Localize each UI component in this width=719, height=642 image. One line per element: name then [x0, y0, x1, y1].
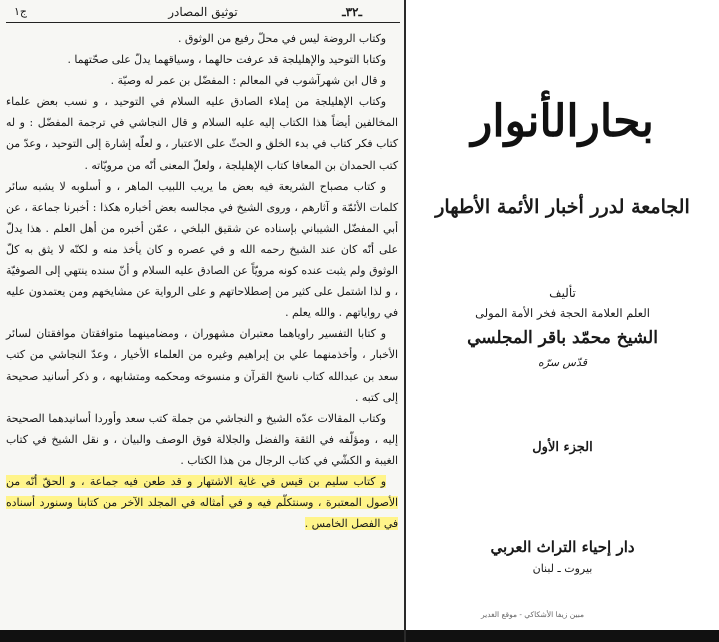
title-page — [406, 0, 719, 642]
paragraph: وكتاب الروضة ليس في محلّ رفيع من الوثوق . — [178, 32, 386, 45]
publisher-city: بيروت ـ لبنان — [532, 562, 593, 575]
paragraph: و قال ابن شهرآشوب في المعالم : المفضّل بن عمر له وصيّة . — [110, 74, 386, 88]
highlight-mark: و كتاب سليم بن قيس في غاية الاشتهار و قد طعن فيه جماعة ، و الحقّ أنّه من الأصول المعتبرة ، وسنتكلّم فيه و في أمثاله في المجلد الآخر من كتابنا وسنورد أسناده في الفصل الخامس . — [6, 474, 398, 531]
page-header — [6, 4, 400, 23]
paragraph: وكتاب المقالات عدّه الشيخ و النجاشي من جملة كتب سعد وأوردا أسانيدهما الصحيحة إليه ، ومؤلّفه في الثقة والفضل والجلالة فوق الوصف والبيان ، و نقل الشيخ في كتاب الغيبة و الكشّي في كتاب الرجال من هذا الكتاب . — [6, 411, 398, 467]
text-body — [6, 28, 398, 534]
highlighted-paragraph — [6, 471, 398, 534]
paragraph: و كتاب مصباح الشريعة فيه بعض ما يريب اللبيب الماهر ، و أسلوبه لا يشبه سائر كلمات الأئمّة و آثارهم ، وروى الشيخ في مجالسه بعض أخباره هكذا : أخبرنا جماعة ، عن أبي المفضّل الشيباني بإسناده عن شقيق البلخي ، عمّن أخبره من أهل العلم . هذا يدلّ على أنّه كان عند الشيخ رحمه الله و في عصره و كان يأخذ منه و لكنّه لا يثق به كلّ الوثوق ولم يثبت عنده كونه مرويّاً عن الصادق عليه السلام و أنّ سنده ينتهي إلى الصوفيّة ، و لذا اشتمل على كثير من إصطلاحاتهم و على الرواية عن مشايخهم ومن يعتمدون عليه في رواياتهم . والله يعلم . — [6, 179, 398, 320]
paragraph: و كتابا التفسير راوياهما معتبران مشهوران ، ومضامينهما متوافقتان موافقتان لسائر الأخبار ، وأخذمنهما علي بن إبراهيم وغيره من العلماء الأخيار ، وعدّ النجاشي من كتب سعد بن عبدالله كتاب ناسخ القرآن و منسوخه ومحكمه ومتشابهه ، و ذكر أسانيد صحيحة إلى كتبه . — [6, 327, 398, 404]
author-honorific: العلم العلامة الحجة فخر الأمة المولى — [475, 306, 650, 320]
scan-edge — [0, 630, 404, 642]
book-subtitle: الجامعة لدرر أخبار الأئمة الأطهار — [435, 196, 690, 218]
author-blessing: قدّس سرّه — [537, 356, 587, 369]
header-title: توثيق المصادر — [168, 5, 238, 19]
volume-marker: ج١ — [14, 5, 28, 18]
volume-label: الجزء الأول — [532, 440, 593, 455]
paragraph: وكتابا التوحيد والإهليلجة قد عرفت حالهما ، وسياقهما يدلّ على صحّتهما . — [67, 53, 386, 67]
scan-edge — [406, 630, 719, 642]
authorship-label: تأليف — [549, 286, 576, 300]
book-title: بحارالأنوار — [471, 96, 654, 147]
publisher-name: دار إحياء التراث العربي — [490, 538, 635, 556]
footnote: مبين زيفا الأشكاكي - موقع الغدير — [480, 610, 584, 619]
author-name: الشيخ محمّد باقر المجلسي — [467, 328, 658, 348]
page-number: ـ٣٢ـ — [342, 5, 362, 19]
paragraph: وكتاب الإهليلجة من إملاء الصادق عليه السلام في التوحيد ، و نسب بعض علماء المخالفين أيضاً هذا الكتاب إليه عليه السلام و قال النجاشي في ترجمة المفضّل : و له كتاب فكر كتاب في بدء الخلق و الحثّ على الاعتبار ، و لعلّه إشارة إلى التوحيد ، وعدّ من كتب الحمدان بن المعافا كتاب الإهليلجة ، ولعلّ المعنى أنّه من مرويّاته . — [6, 95, 398, 172]
